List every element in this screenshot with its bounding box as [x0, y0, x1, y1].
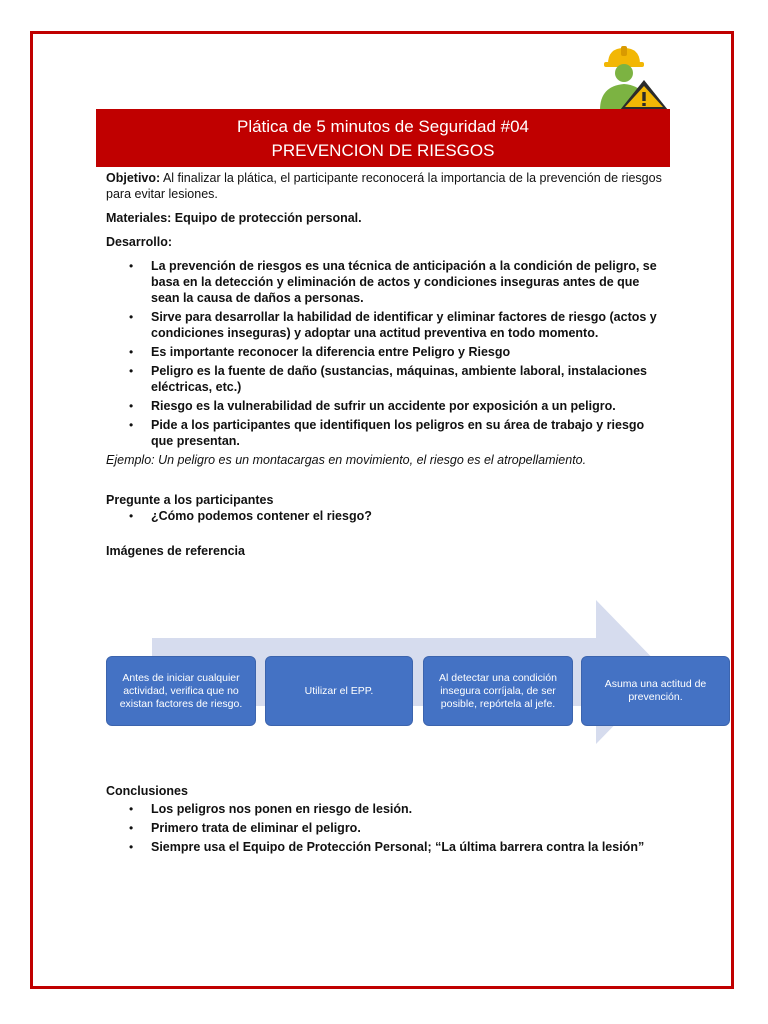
- list-item: • Peligro es la fuente de daño (sustancias, máquinas, ambiente laboral, instalaciones eléctricas, etc.): [151, 363, 666, 395]
- list-item: • Primero trata de eliminar el peligro.: [151, 820, 666, 836]
- development-list: [106, 258, 666, 449]
- list-item: • ¿Cómo podemos contener el riesgo?: [151, 508, 666, 524]
- example-text: Ejemplo: Un peligro es un montacargas en movimiento, el riesgo es el atropellamiento.: [106, 453, 587, 467]
- main-content: [106, 170, 666, 567]
- reference-process-diagram: [106, 598, 732, 748]
- list-item: • Los peligros nos ponen en riesgo de lesión.: [151, 801, 666, 817]
- list-item: • Sirve para desarrollar la habilidad de identificar y eliminar factores de riesgo (actos y condiciones inseguras) y adoptar una actitud preventiva en todo momento.: [151, 309, 666, 341]
- objective-paragraph: [106, 170, 666, 202]
- list-item: • Siempre usa el Equipo de Protección Personal; “La última barrera contra la lesión”: [151, 839, 666, 855]
- list-item: • Pide a los participantes que identifiquen los peligros en su área de trabajo y riesgo que presentan.: [151, 417, 666, 449]
- development-heading: Desarrollo:: [106, 235, 172, 249]
- references-heading: Imágenes de referencia: [106, 544, 245, 558]
- conclusions-list: [106, 801, 666, 855]
- process-step-4: Asuma una actitud de prevención.: [581, 656, 730, 726]
- process-step-2: Utilizar el EPP.: [265, 656, 413, 726]
- conclusions-section: [106, 783, 666, 858]
- list-item: • Es importante reconocer la diferencia entre Peligro y Riesgo: [151, 344, 666, 360]
- process-step-1: Antes de iniciar cualquier actividad, verifica que no existan factores de riesgo.: [106, 656, 256, 726]
- objective-text: Al finalizar la plática, el participante reconocerá la importancia de la prevención de riesgos para evitar lesiones.: [106, 171, 662, 201]
- questions-heading: Pregunte a los participantes: [106, 493, 274, 507]
- objective-label: Objetivo:: [106, 171, 161, 185]
- title-banner: [96, 109, 670, 167]
- materials-paragraph: Materiales: Equipo de protección personal.: [106, 211, 362, 225]
- conclusions-heading: Conclusiones: [106, 784, 188, 798]
- questions-list: [106, 508, 666, 524]
- worker-hazard-icon: [594, 44, 670, 110]
- list-item: • La prevención de riesgos es una técnica de anticipación a la condición de peligro, se basa en la detección y eliminación de actos y condiciones inseguras antes de que sean la causa de daños a personas.: [151, 258, 666, 306]
- title-line-2: PREVENCION DE RIESGOS: [271, 141, 495, 160]
- title-line-1: Plática de 5 minutos de Seguridad #04: [236, 117, 530, 136]
- process-step-3: Al detectar una condición insegura corríjala, de ser posible, repórtela al jefe.: [423, 656, 573, 726]
- list-item: • Riesgo es la vulnerabilidad de sufrir un accidente por exposición a un peligro.: [151, 398, 666, 414]
